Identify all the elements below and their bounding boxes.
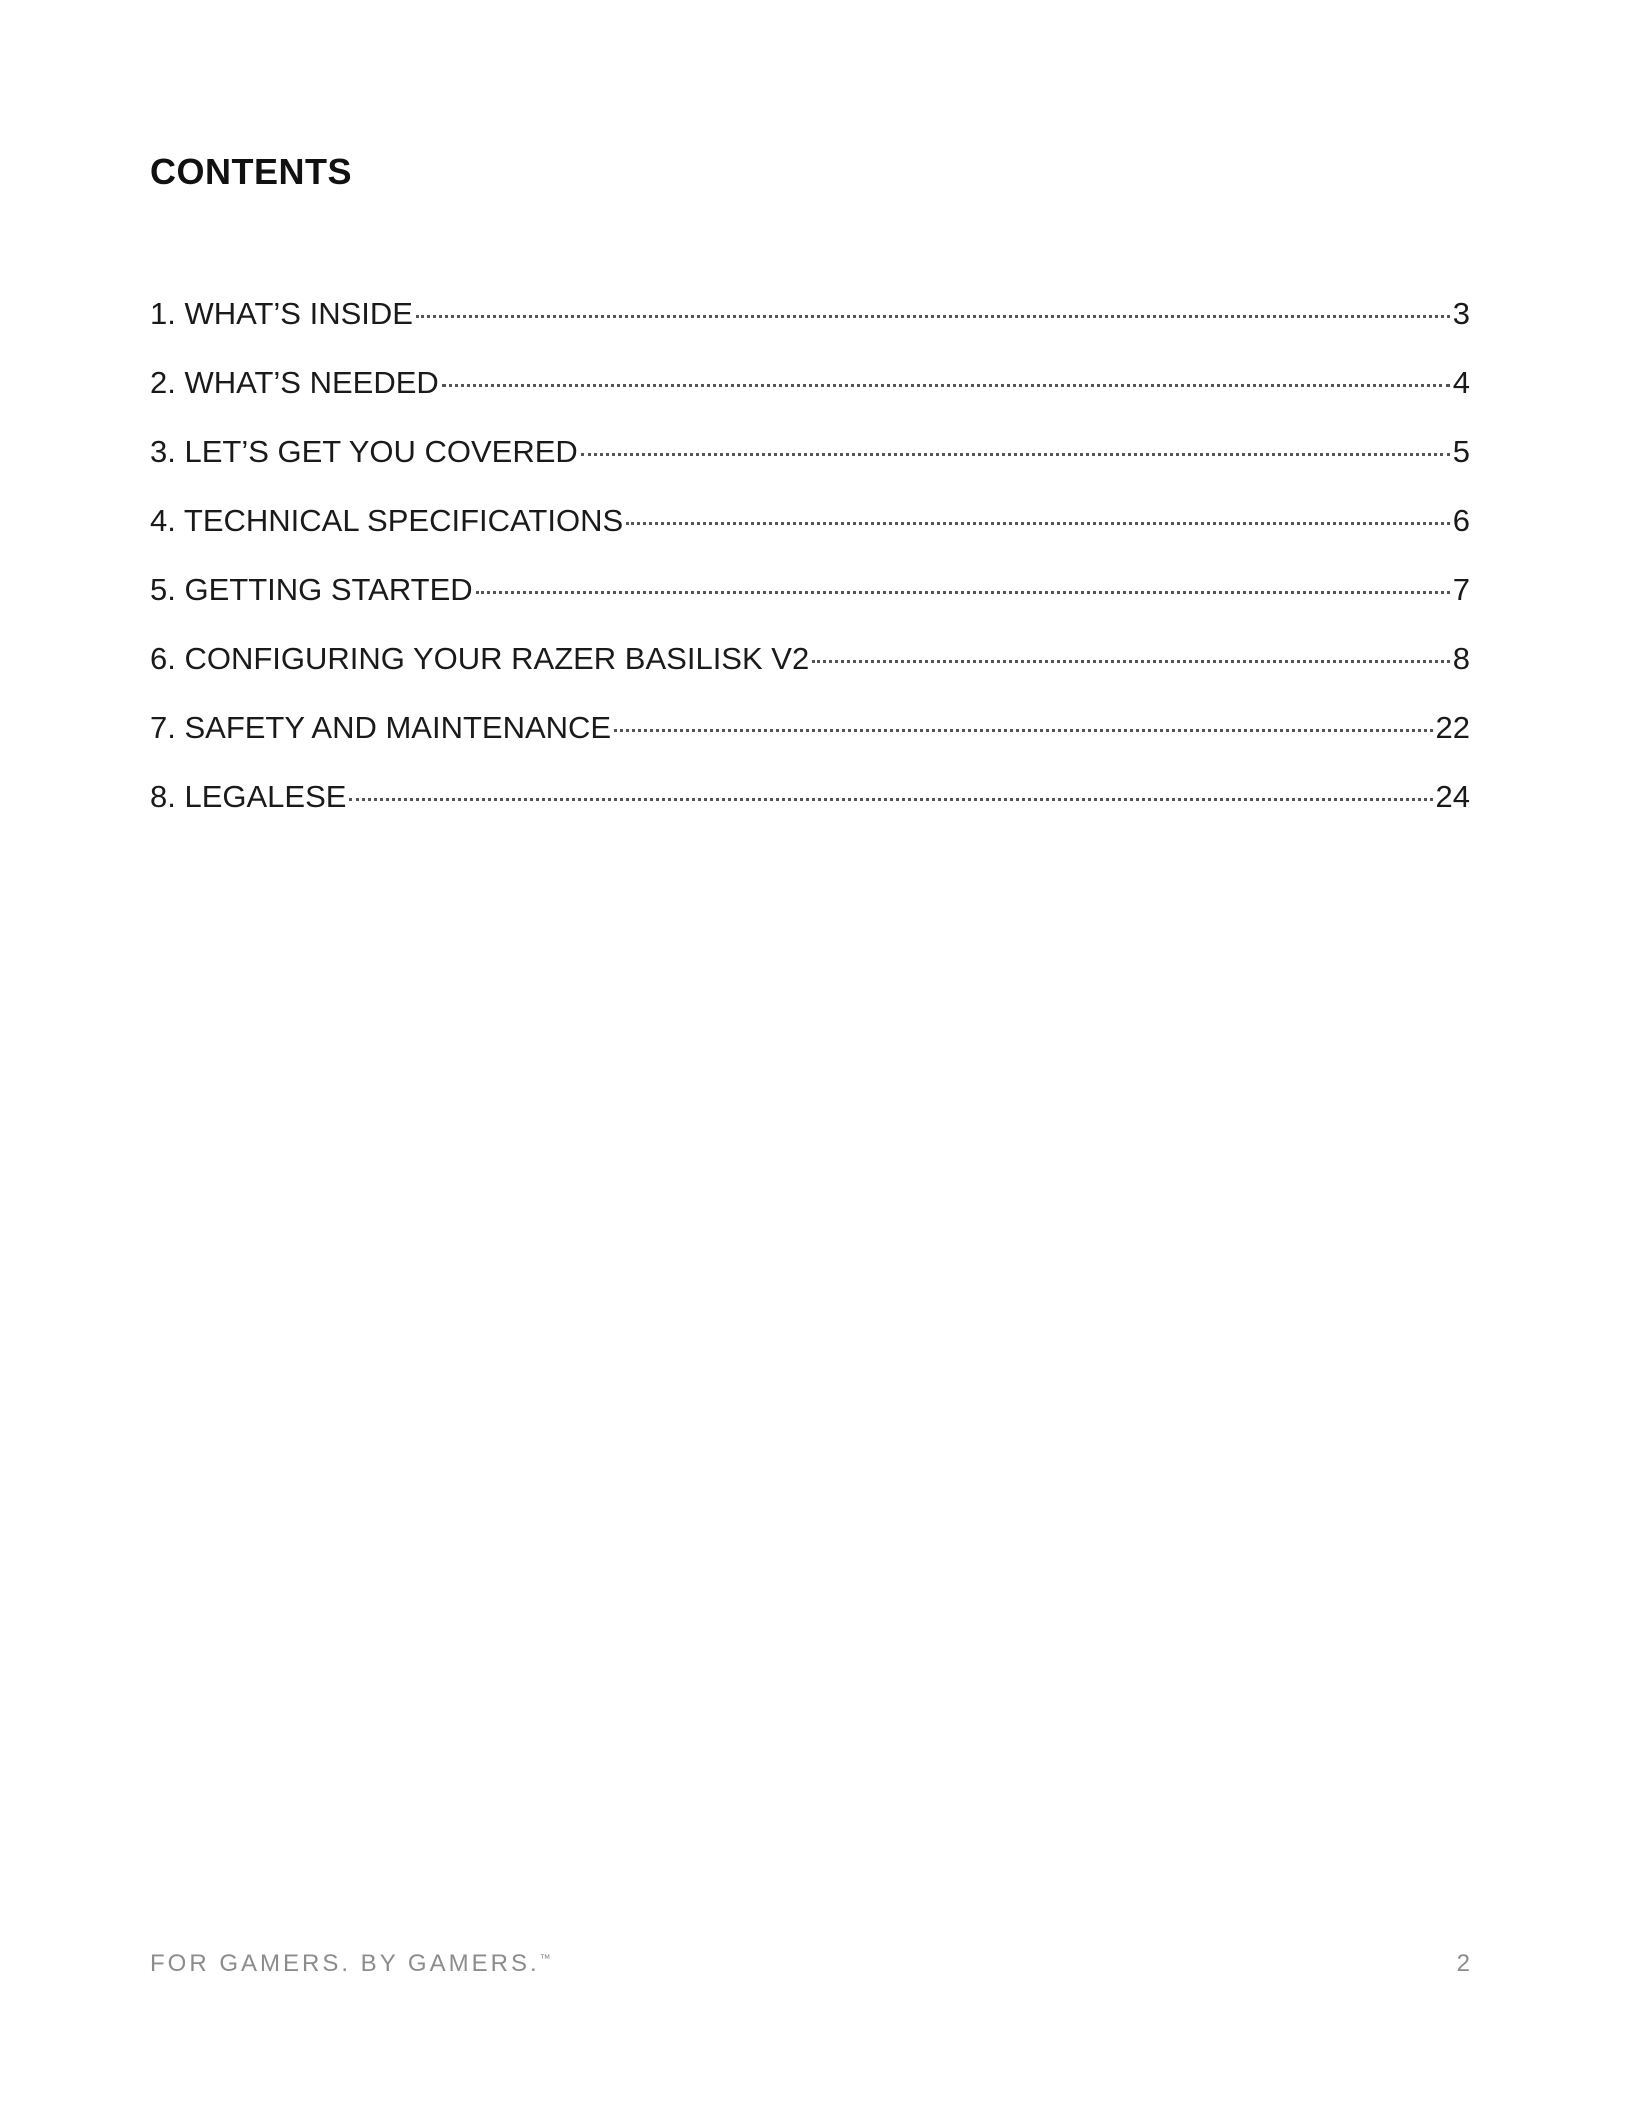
toc-entry-page: 3 [1452,296,1470,331]
toc-entry-page: 6 [1452,503,1470,538]
dot-leader [614,729,1432,732]
toc-entry-label: 3. LET’S GET YOU COVERED [150,434,578,469]
trademark-symbol: ™ [539,1953,551,1965]
toc-entry-configuring[interactable] [150,639,1470,708]
toc-entry-page: 8 [1452,641,1470,676]
footer-tagline [150,1950,551,1978]
dot-leader [416,315,1450,318]
toc-entry-page: 24 [1435,779,1470,814]
toc-entry-whats-inside[interactable] [150,294,1470,363]
toc-entry-page: 5 [1452,434,1470,469]
toc-entry-label: 5. GETTING STARTED [150,572,473,607]
footer-tagline-text: FOR GAMERS. BY GAMERS. [150,1950,540,1977]
dot-leader [626,522,1450,525]
table-of-contents [150,294,1470,846]
dot-leader [349,798,1432,801]
toc-entry-page: 7 [1452,572,1470,607]
toc-entry-page: 4 [1452,365,1470,400]
toc-entry-label: 4. TECHNICAL SPECIFICATIONS [150,503,624,538]
page-footer [150,1950,1470,1978]
toc-entry-label: 2. WHAT’S NEEDED [150,365,439,400]
dot-leader [476,591,1450,594]
toc-entry-lets-get-you-covered[interactable] [150,432,1470,501]
toc-entry-getting-started[interactable] [150,570,1470,639]
toc-entry-technical-specifications[interactable] [150,501,1470,570]
toc-entry-legalese[interactable] [150,777,1470,846]
dot-leader [581,453,1450,456]
toc-entry-page: 22 [1435,710,1470,745]
footer-page-number: 2 [1456,1950,1470,1977]
toc-entry-label: 6. CONFIGURING YOUR RAZER BASILISK V2 [150,641,810,676]
dot-leader [442,384,1450,387]
toc-entry-label: 8. LEGALESE [150,779,347,814]
toc-entry-whats-needed[interactable] [150,363,1470,432]
toc-entry-safety-and-maintenance[interactable] [150,708,1470,777]
page-title: CONTENTS [150,151,352,192]
toc-entry-label: 1. WHAT’S INSIDE [150,296,413,331]
toc-entry-label: 7. SAFETY AND MAINTENANCE [150,710,612,745]
dot-leader [812,660,1450,663]
